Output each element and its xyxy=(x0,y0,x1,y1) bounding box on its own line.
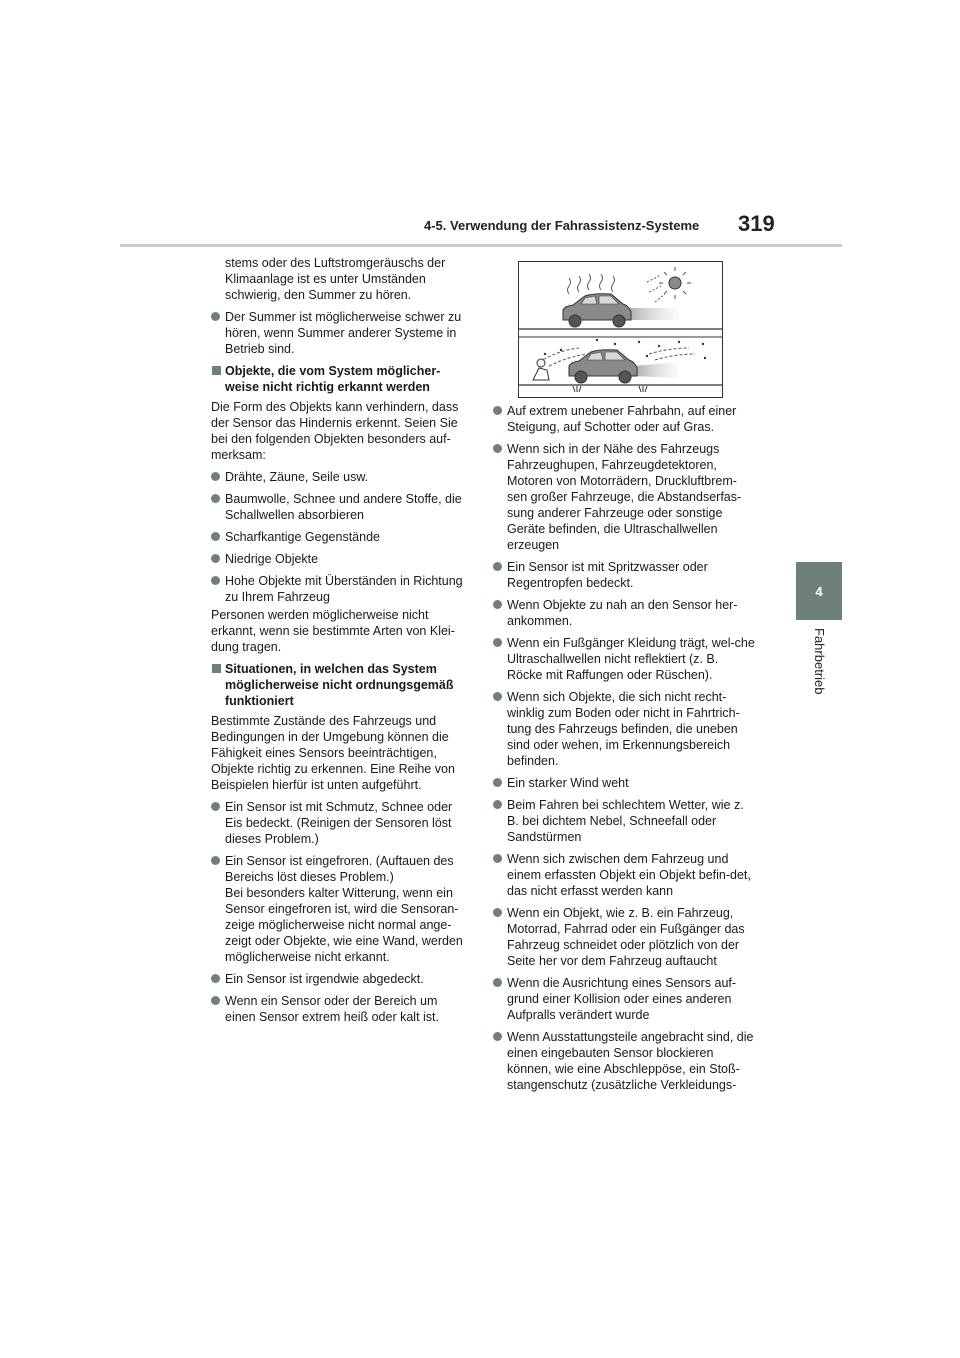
list-item: Wenn Ausstattungsteile angebracht sind, die einen eingebauten Sensor blockieren können, wie eine Abschleppöse, ein Stoß-stangenschutz (zusätzliche Verkleidungs- xyxy=(493,1029,755,1093)
chapter-tab xyxy=(796,562,842,620)
list-item: Der Summer ist möglicherweise schwer zu hören, wenn Summer anderer Systeme in Betrieb sind. xyxy=(211,309,469,357)
car-icon xyxy=(569,350,679,383)
heading-situations: Situationen, in welchen das System möglicherweise nicht ordnungsgemäß funktioniert xyxy=(211,661,469,709)
list-item: Beim Fahren bei schlechtem Wetter, wie z. B. bei dichtem Nebel, Schneefall oder Sandstürmen xyxy=(493,797,755,845)
weather-sensor-illustration xyxy=(518,261,723,398)
situations-intro: Bestimmte Zustände des Fahrzeugs und Bedingungen in der Umgebung können die Fähigkeit eines Sensors beeinträchtigen, Objekte richtig zu erkennen. Eine Reihe von Beispielen hierfür ist unten aufgeführt. xyxy=(211,714,455,792)
illustration-svg xyxy=(519,262,722,397)
chapter-label: Fahrbetrieb xyxy=(812,628,827,695)
list-item: Drähte, Zäune, Seile usw. xyxy=(211,469,469,485)
left-column xyxy=(211,255,469,1031)
list-item: Wenn ein Fußgänger Kleidung trägt, wel-che Ultraschallwellen nicht reflektiert (z. B. Röcke mit Raffungen oder Rüschen). xyxy=(493,635,755,683)
page-number: 319 xyxy=(738,211,775,236)
ice-icon xyxy=(573,386,647,392)
list-item: Hohe Objekte mit Überständen in Richtung zu Ihrem Fahrzeug xyxy=(211,573,469,605)
section-title: 4-5. Verwendung der Fahrassistenz-Systeme xyxy=(424,218,700,233)
list-item: Auf extrem unebener Fahrbahn, auf einer Steigung, auf Schotter oder auf Gras. xyxy=(493,403,755,435)
car-icon xyxy=(563,294,679,327)
list-item: Wenn sich zwischen dem Fahrzeug und einem erfassten Objekt ein Objekt befin-det, das nicht erfasst werden kann xyxy=(493,851,755,899)
list-item: Wenn ein Sensor oder der Bereich um einen Sensor extrem heiß oder kalt ist. xyxy=(211,993,469,1025)
list-item: Ein Sensor ist mit Schmutz, Schnee oder Eis bedeckt. (Reinigen der Sensoren löst dieses Problem.) xyxy=(211,799,469,847)
list-item: Ein starker Wind weht xyxy=(493,775,755,791)
list-item: Scharfkantige Gegenstände xyxy=(211,529,469,545)
list-item: Ein Sensor ist eingefroren. (Auftauen des Bereichs löst dieses Problem.) Bei besonders kalter Witterung, wenn ein Sensor eingefroren ist, wird die Sensoran-zeige möglicherweise nicht normal ange-zeigt oder Objekte, wie eine Wand, werden möglicherweise nicht erkannt. xyxy=(211,853,469,965)
list-item: Wenn die Ausrichtung eines Sensors auf-grund einer Kollision oder eines anderen Aufpralls verändert wurde xyxy=(493,975,755,1023)
list-item: Baumwolle, Schnee und andere Stoffe, die Schallwellen absorbieren xyxy=(211,491,469,523)
list-item: Niedrige Objekte xyxy=(211,551,469,567)
heat-waves-icon xyxy=(568,274,615,294)
list-item: Ein Sensor ist mit Spritzwasser oder Regentropfen bedeckt. xyxy=(493,559,755,591)
header-rule xyxy=(120,244,842,247)
sun-icon xyxy=(647,267,691,302)
pedestrian-icon xyxy=(533,359,549,380)
heading-objects: Objekte, die vom System möglicher-weise nicht richtig erkannt werden xyxy=(211,363,469,395)
objects-intro: Die Form des Objekts kann verhindern, dass der Sensor das Hindernis erkennt. Seien Sie bei den folgenden Objekten besonders auf-merksam: xyxy=(211,400,459,462)
intro-continuation: stems oder des Luftstromgeräuschs der Klimaanlage ist es unter Umständen schwierig, den Summer zu hören. xyxy=(225,256,446,302)
persons-note: Personen werden möglicherweise nicht erkannt, wenn sie bestimmte Arten von Klei-dung tragen. xyxy=(211,608,455,654)
list-item: Ein Sensor ist irgendwie abgedeckt. xyxy=(211,971,469,987)
chapter-number: 4 xyxy=(815,583,823,599)
right-column xyxy=(493,403,755,1099)
list-item: Wenn sich Objekte, die sich nicht recht-winklig zum Boden oder nicht in Fahrtrich-tung des Fahrzeugs befinden, die uneben sind oder wehen, im Erkennungsbereich befinden. xyxy=(493,689,755,769)
list-item: Wenn sich in der Nähe des Fahrzeugs Fahrzeughupen, Fahrzeugdetektoren, Motoren von Motorrädern, Druckluftbrem-sen großer Fahrzeuge, die Abstandserfas-sung anderer Fahrzeuge oder sonstige Geräte befinden, die Ultraschallwellen erzeugen xyxy=(493,441,755,553)
list-item: Wenn ein Objekt, wie z. B. ein Fahrzeug, Motorrad, Fahrrad oder ein Fußgänger das Fahrzeug schneidet oder plötzlich von der Seite her vor dem Fahrzeug auftaucht xyxy=(493,905,755,969)
list-item: Wenn Objekte zu nah an den Sensor her-ankommen. xyxy=(493,597,755,629)
